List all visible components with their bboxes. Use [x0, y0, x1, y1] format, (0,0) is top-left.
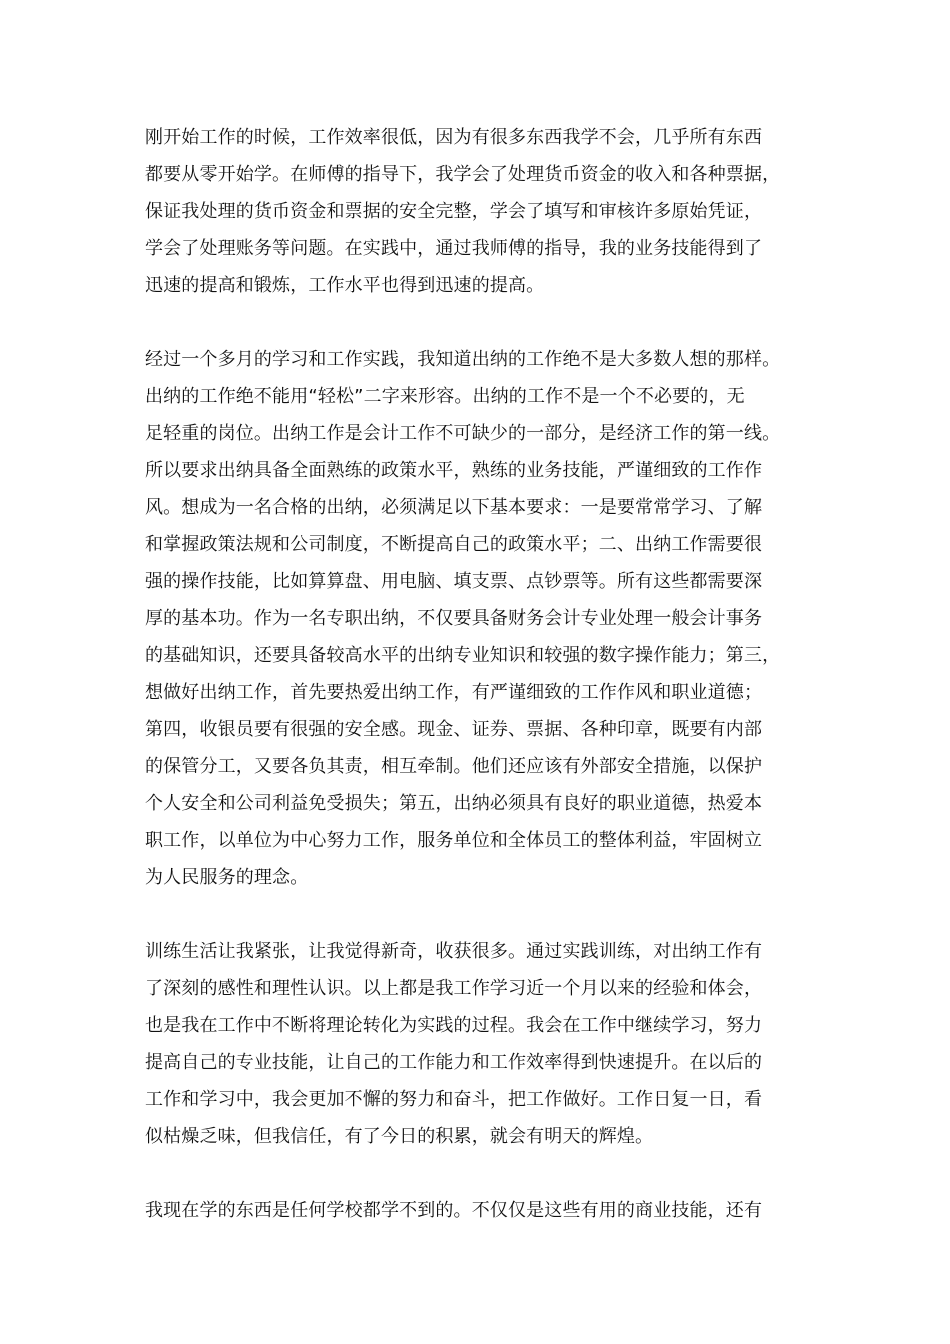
- text-line: 强的操作技能，比如算算盘、用电脑、填支票、点钞票等。所有这些都需要深: [145, 571, 763, 592]
- text-line: 为人民服务的理念。: [145, 867, 309, 888]
- text-line: 出纳的工作绝不能用“轻松”二字来形容。出纳的工作不是一个不必要的，无: [145, 386, 745, 407]
- text-line: 提高自己的专业技能，让自己的工作能力和工作效率得到快速提升。在以后的: [145, 1052, 763, 1073]
- text-line: 和掌握政策法规和公司制度，不断提高自己的政策水平；二、出纳工作需要很: [145, 534, 763, 555]
- paragraph-4: [145, 1192, 810, 1229]
- paragraph-1: [145, 119, 810, 304]
- paragraph-gap: [145, 896, 810, 933]
- text-line: 工作和学习中，我会更加不懈的努力和奋斗，把工作做好。工作日复一日，看: [145, 1089, 763, 1110]
- text-line: 厚的基本功。作为一名专职出纳，不仅要具备财务会计专业处理一般会计事务: [145, 608, 763, 629]
- paragraph-2: [145, 341, 810, 896]
- text-line: 学会了处理账务等问题。在实践中，通过我师傅的指导，我的业务技能得到了: [145, 238, 763, 259]
- text-line: 训练生活让我紧张，让我觉得新奇，收获很多。通过实践训练，对出纳工作有: [145, 941, 763, 962]
- text-line: 也是我在工作中不断将理论转化为实践的过程。我会在工作中继续学习，努力: [145, 1015, 763, 1036]
- paragraph-gap: [145, 1155, 810, 1192]
- text-line: 了深刻的感性和理性认识。以上都是我工作学习近一个月以来的经验和体会，: [145, 978, 763, 999]
- text-line: 保证我处理的货币资金和票据的安全完整，学会了填写和审核许多原始凭证，: [145, 201, 763, 222]
- text-line: 风。想成为一名合格的出纳，必须满足以下基本要求：一是要常常学习、了解: [145, 497, 763, 518]
- text-line: 似枯燥乏味，但我信任，有了今日的积累，就会有明天的辉煌。: [145, 1126, 654, 1147]
- text-line: 职工作，以单位为中心努力工作，服务单位和全体员工的整体利益，牢固树立: [145, 830, 763, 851]
- text-line: 的基础知识，还要具备较高水平的出纳专业知识和较强的数字操作能力；第三，: [145, 645, 781, 666]
- document-body: [145, 119, 810, 1229]
- text-line: 都要从零开始学。在师傅的指导下，我学会了处理货币资金的收入和各种票据，: [145, 164, 781, 185]
- text-line: 刚开始工作的时候，工作效率很低，因为有很多东西我学不会，几乎所有东西: [145, 127, 763, 148]
- text-line: 迅速的提高和锻炼，工作水平也得到迅速的提高。: [145, 275, 545, 296]
- text-line: 个人安全和公司利益免受损失；第五，出纳必须具有良好的职业道德，热爱本: [145, 793, 763, 814]
- text-line: 的保管分工，又要各负其责，相互牵制。他们还应该有外部安全措施，以保护: [145, 756, 763, 777]
- text-line: 想做好出纳工作，首先要热爱出纳工作，有严谨细致的工作作风和职业道德；: [145, 682, 763, 703]
- text-line: 经过一个多月的学习和工作实践，我知道出纳的工作绝不是大多数人想的那样。: [145, 349, 781, 370]
- paragraph-3: [145, 933, 810, 1155]
- text-line: 第四，收银员要有很强的安全感。现金、证券、票据、各种印章，既要有内部: [145, 719, 763, 740]
- text-line: 我现在学的东西是任何学校都学不到的。不仅仅是这些有用的商业技能，还有: [145, 1200, 763, 1221]
- text-line: 足轻重的岗位。出纳工作是会计工作不可缺少的一部分，是经济工作的第一线。: [145, 423, 781, 444]
- paragraph-gap: [145, 304, 810, 341]
- text-line: 所以要求出纳具备全面熟练的政策水平，熟练的业务技能，严谨细致的工作作: [145, 460, 763, 481]
